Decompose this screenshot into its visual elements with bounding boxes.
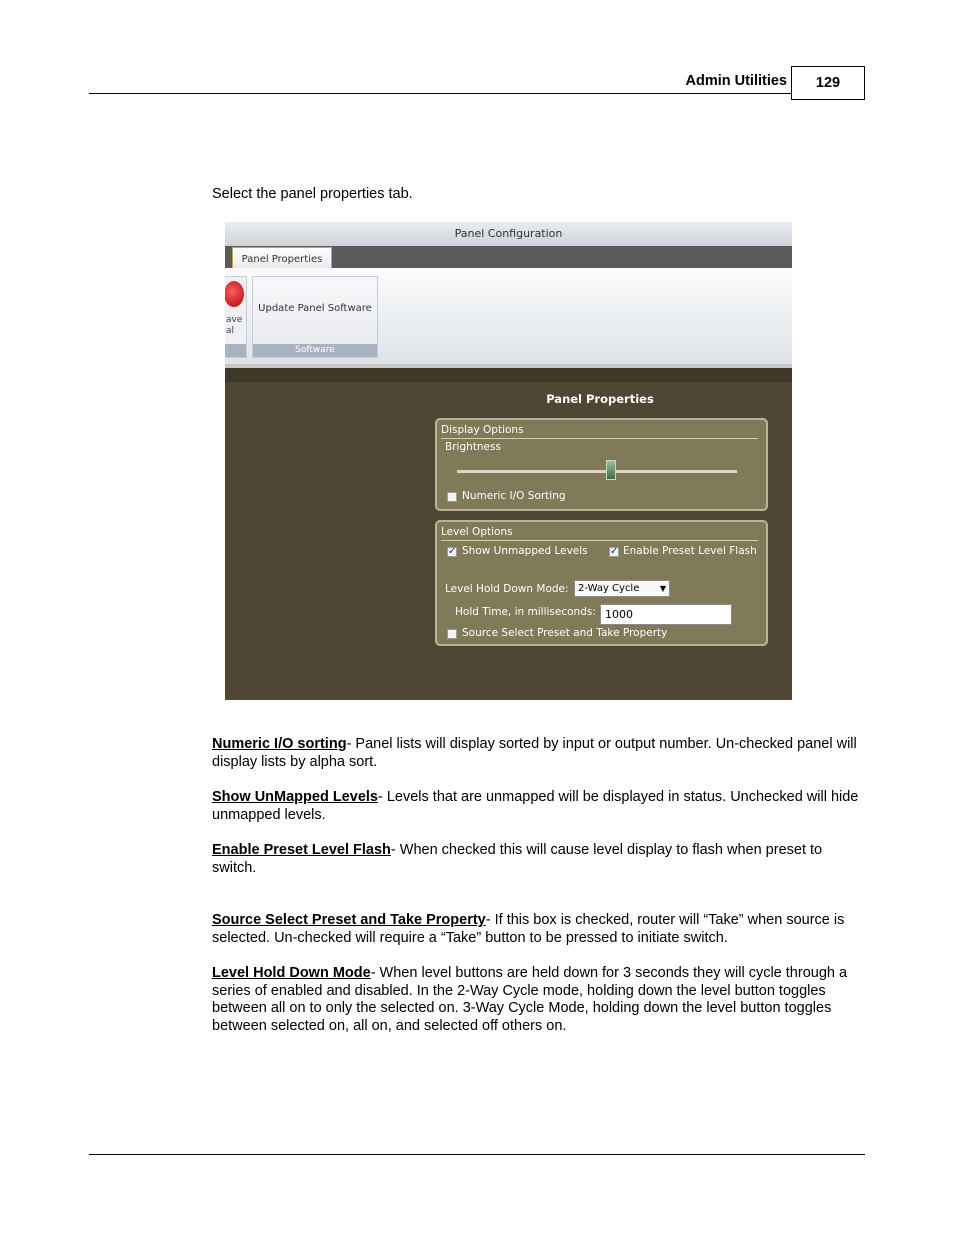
- panel-configuration-screenshot: [225, 222, 792, 700]
- page-number: 129: [791, 66, 865, 100]
- section-title: Panel Properties: [546, 392, 654, 406]
- hold-time-label: Hold Time, in milliseconds:: [455, 606, 596, 618]
- footer-rule: [89, 1154, 865, 1155]
- display-options-group: [435, 418, 768, 511]
- hold-mode-select[interactable]: [574, 580, 670, 597]
- level-options-group: [435, 520, 768, 646]
- hold-mode-value: 2-Way Cycle: [578, 583, 640, 594]
- enable-flash-checkbox[interactable]: ✓: [610, 546, 619, 557]
- window-title: Panel Configuration: [454, 227, 563, 240]
- header-section-title: Admin Utilities: [685, 73, 787, 89]
- show-unmapped-checkbox[interactable]: ✓: [448, 546, 457, 557]
- enable-flash-label: Enable Preset Level Flash: [623, 545, 757, 557]
- desc-show-unmapped: - Levels that are unmapped will be displayed in status. Unchecked will hide unmapped levels.: [212, 789, 859, 823]
- display-options-label: Display Options: [441, 424, 524, 436]
- desc-enable-flash: - When checked this will cause level display to flash when preset to switch.: [212, 842, 823, 876]
- term-enable-flash: Enable Preset Level Flash: [212, 842, 391, 858]
- ribbon-group-partial: [225, 276, 247, 358]
- ribbon-group-label: Software: [253, 344, 377, 357]
- paragraph-enable-flash: [212, 842, 862, 877]
- dropdown-arrow-icon: ▼: [659, 584, 666, 593]
- ribbon-group-software: [252, 276, 378, 358]
- header-rule: [89, 93, 791, 94]
- ribbon-fragment-text: ave al: [226, 315, 243, 336]
- brightness-slider-track[interactable]: [457, 470, 737, 473]
- window-titlebar: [225, 222, 792, 246]
- desc-hold-down-mode: - When level buttons are held down for 3 seconds they will cycle through a series of enabled and disabled. In the 2-Way Cycle mode, holding down the level button toggles between all on to only the selected on. 3-Way Cycle Mode, holding down the level button toggles between selected on, all on, and selected off others on.: [212, 965, 848, 1034]
- numeric-sort-checkbox[interactable]: [447, 492, 457, 502]
- brightness-slider-thumb[interactable]: [606, 460, 616, 480]
- paragraph-show-unmapped: [212, 789, 862, 824]
- source-select-label: Source Select Preset and Take Property: [462, 627, 668, 639]
- hold-mode-label: Level Hold Down Mode:: [445, 583, 569, 595]
- tab-panel-properties[interactable]: Panel Properties: [232, 247, 332, 270]
- paragraph-source-select: [212, 912, 862, 947]
- paragraph-hold-down-mode: [212, 965, 862, 1035]
- level-options-label: Level Options: [441, 526, 513, 538]
- desc-numeric-sorting: - Panel lists will display sorted by input or output number. Un-checked panel will display lists by alpha sort.: [212, 736, 857, 770]
- term-numeric-sorting: Numeric I/O sorting: [212, 736, 347, 752]
- paragraph-numeric-sorting: [212, 736, 862, 771]
- group-divider: [441, 540, 758, 541]
- numeric-sort-label: Numeric I/O Sorting: [462, 490, 566, 502]
- content-top-bar: [225, 368, 792, 382]
- intro-text: Select the panel properties tab.: [212, 186, 413, 202]
- term-hold-down-mode: Level Hold Down Mode: [212, 965, 371, 981]
- term-source-select: Source Select Preset and Take Property: [212, 912, 486, 928]
- update-panel-software-button[interactable]: Update Panel Software: [258, 303, 372, 314]
- term-show-unmapped: Show UnMapped Levels: [212, 789, 378, 805]
- hold-time-input[interactable]: 1000: [600, 604, 732, 625]
- desc-source-select: - If this box is checked, router will “Take” when source is selected. Un-checked will require a “Take” button to be pressed to initiate switch.: [212, 912, 845, 946]
- source-select-checkbox[interactable]: [447, 629, 457, 639]
- brightness-label: Brightness: [445, 441, 501, 453]
- show-unmapped-label: Show Unmapped Levels: [462, 545, 588, 557]
- group-divider: [441, 438, 758, 439]
- save-panel-icon[interactable]: [225, 281, 244, 307]
- ribbon-group-footer: [225, 344, 246, 357]
